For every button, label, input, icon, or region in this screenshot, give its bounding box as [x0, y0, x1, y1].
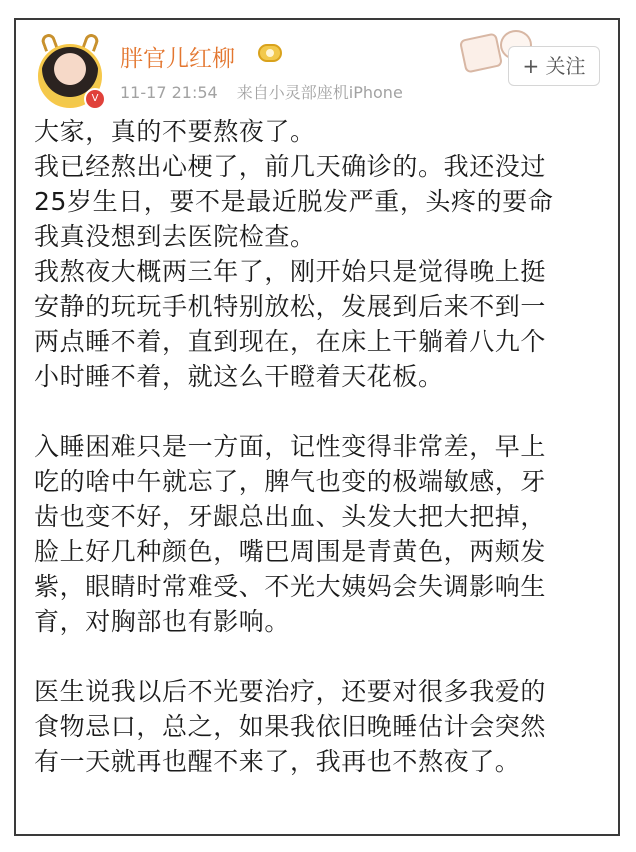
post-time: 11-17 21:54 [120, 83, 218, 102]
sticker-shape-1 [459, 32, 503, 73]
paragraph-gap [34, 639, 606, 674]
paragraph-gap [34, 394, 606, 429]
post-line: 我熬夜大概两三年了，刚开始只是觉得晚上挺 [34, 257, 547, 286]
post-body [34, 114, 606, 779]
follow-button[interactable]: + 关注 [508, 46, 600, 86]
post-line: 两点睡不着，直到现在，在床上干躺着八九个 [34, 327, 547, 356]
post-line: 我真没想到去医院检查。 [34, 222, 316, 251]
post-line: 医生说我以后不光要治疗，还要对很多我爱的 [34, 677, 547, 706]
username[interactable]: 胖官儿红柳 [120, 46, 235, 72]
post-line: 入睡困难只是一方面，记性变得非常差，早上 [34, 432, 547, 461]
vip-crown-icon [258, 44, 282, 62]
post-line: 我已经熬出心梗了，前几天确诊的。我还没过 [34, 152, 547, 181]
avatar[interactable] [34, 34, 110, 110]
post-line: 紫，眼睛时常难受、不光大姨妈会失调影响生 [34, 572, 547, 601]
post-line: 脸上好几种颜色，嘴巴周围是青黄色，两颊发 [34, 537, 547, 566]
post-line: 育，对胸部也有影响。 [34, 607, 291, 636]
post-line: 有一天就再也醒不来了，我再也不熬夜了。 [34, 747, 521, 776]
weibo-post-card [14, 18, 620, 836]
verified-badge-icon: V [84, 88, 106, 110]
post-line: 小时睡不着，就这么干瞪着天花板。 [34, 362, 444, 391]
post-line: 安静的玩玩手机特别放松，发展到后来不到一 [34, 292, 547, 321]
post-source[interactable]: 来自小灵部座机iPhone [236, 83, 403, 102]
post-meta [120, 80, 417, 103]
post-line: 食物忌口，总之，如果我依旧晚睡估计会突然 [34, 712, 547, 741]
post-line: 齿也变不好，牙龈总出血、头发大把大把掉， [34, 502, 547, 531]
post-line: 吃的啥中午就忘了，脾气也变的极端敏感，牙 [34, 467, 547, 496]
post-line: 25岁生日，要不是最近脱发严重，头疼的要命 [34, 187, 554, 216]
post-line: 大家，真的不要熬夜了。 [34, 117, 316, 146]
